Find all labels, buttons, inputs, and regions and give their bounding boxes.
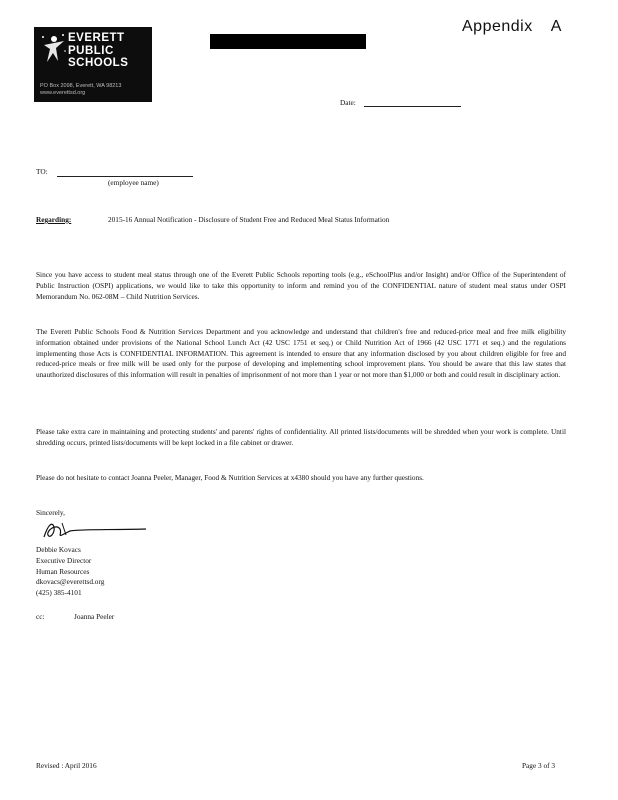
closing: Sincerely,: [36, 508, 65, 517]
logo-line-3: SCHOOLS: [68, 57, 129, 69]
appendix-word: Appendix: [462, 18, 533, 35]
paragraph-confidentiality: The Everett Public Schools Food & Nutrition Services Department and you acknowledge and understand that children's free and reduced-price meal and free milk eligibility information obtained under provisions of the National School Lunch Act (42 USC 1751 et seq.) or Child Nutrition Act of 1966 (42 USC 1771 et seq.) and the regulations implementing those Acts is CONFIDENTIAL INFORMATION. This agreement is intended to ensure that any information disclosed by you about children eligible for free and reduced-price meals or free milk will be used only for the purpose of developing and implementing school improvement plans. You should be aware that this law states that unauthorized disclosures of this information will result in penalties of imprisonment of not more than 1 year or not more than $1,000 or both and could result in disciplinary action.: [36, 327, 566, 380]
logo-line-2: PUBLIC: [68, 44, 114, 57]
date-label: Date:: [340, 98, 356, 107]
revised-date: Revised : April 2016: [36, 761, 97, 770]
cc-label: cc:: [36, 612, 45, 621]
appendix-letter: A: [550, 18, 562, 35]
district-logo: [34, 27, 152, 102]
logo-wordmark: [68, 32, 128, 70]
signer-phone: (425) 385-4101: [36, 588, 82, 598]
signer-name: Debbie Kovacs: [36, 545, 81, 554]
star-figure-icon: [38, 31, 68, 71]
regarding-label: Regarding:: [36, 215, 72, 224]
paragraph-access-notice: Since you have access to student meal status through one of the Everett Public Schools reporting tools (e.g., eSchoolPlus and/or Insight) and/or Office of the Superintendent of Public Instruction (OSPI) applications, we would like to take this opportunity to inform and remind you of the CONFIDENTIAL nature of student meal status under OSPI Memorandum No. 062-08M – Child Nutrition Services.: [36, 270, 566, 301]
signature-block: [36, 545, 104, 599]
signer-title: Executive Director: [36, 555, 92, 565]
date-field-line[interactable]: [364, 106, 461, 107]
logo-website: www.everettsd.org: [40, 90, 86, 96]
to-label: TO:: [36, 167, 48, 176]
paragraph-care: Please take extra care in maintaining and protecting students' and parents' rights of confidentiality. All printed lists/documents will be shredded when your work is complete. Until shredding occurs, printed lists/documents will be kept locked in a file cabinet or drawer.: [36, 427, 566, 447]
paragraph-contact: Please do not hesitate to contact Joanna Peeler, Manager, Food & Nutrition Services at x4380 should you have any further questions.: [36, 473, 424, 482]
cc-name: Joanna Peeler: [74, 612, 115, 621]
logo-address-block: [40, 83, 121, 97]
to-field-line[interactable]: [57, 176, 193, 177]
appendix-heading: [462, 18, 562, 36]
logo-line-1: EVERETT: [68, 32, 125, 44]
signer-email: dkovacs@everettsd.org: [36, 577, 105, 587]
logo-address: PO Box 2098, Everett, WA 98213: [40, 83, 122, 89]
signature-icon: [40, 515, 150, 543]
page-number: Page 3 of 3: [522, 761, 556, 770]
employee-name-hint: (employee name): [108, 178, 159, 187]
regarding-text: 2015-16 Annual Notification - Disclosure of Student Free and Reduced Meal Status Information: [108, 215, 390, 224]
signer-department: Human Resources: [36, 566, 90, 576]
redaction-bar: [210, 34, 366, 49]
